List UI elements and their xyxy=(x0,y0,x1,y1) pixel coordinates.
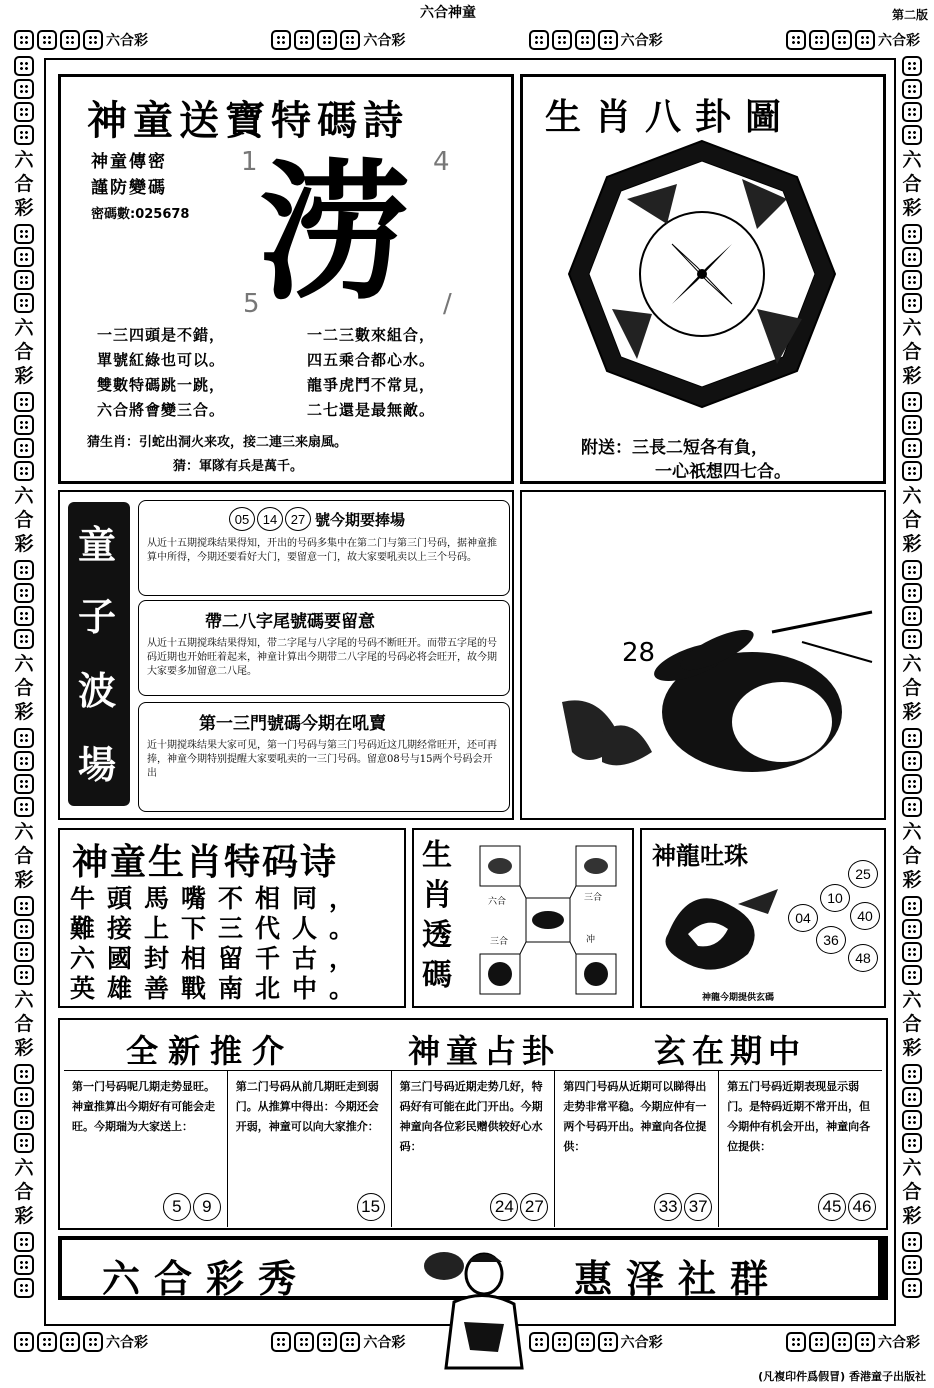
dice-icon xyxy=(14,270,34,290)
dice-icon xyxy=(14,751,34,771)
code-label: 密碼數:025678 xyxy=(91,207,190,222)
secret-line-2: 謹防變碼 xyxy=(91,178,167,198)
verse: 單號紅綠也可以。 xyxy=(97,351,226,369)
verse: 一三四頭是不錯， xyxy=(97,326,226,344)
dice-icon xyxy=(14,1255,34,1275)
dragon-ball: 40 xyxy=(850,902,880,930)
banner-right: 惠泽社群 xyxy=(574,1256,783,1301)
div-text: 第五门号码近期表现显示弱门。是特码近期不常开出，但今期仲有机会开出，神童向各位提供： xyxy=(727,1080,871,1153)
verses-left xyxy=(97,323,225,423)
dice-icon xyxy=(902,1255,922,1275)
dice-icon xyxy=(575,1332,595,1352)
dice-icon xyxy=(60,30,80,50)
zodiac-poem-lines xyxy=(70,884,366,1004)
verse: 龍爭虎鬥不常見， xyxy=(307,376,436,394)
border-word: 六合彩 xyxy=(620,1335,663,1351)
dice-icon xyxy=(902,797,922,817)
wave-title-char: 場 xyxy=(78,742,117,787)
dice-icon xyxy=(271,1332,291,1352)
tc-diagram xyxy=(476,842,626,1002)
poem-block xyxy=(58,74,514,484)
border-group xyxy=(786,30,920,50)
div-text: 第二门号码从前几期旺走到弱门。从推算中得出：今期还会开弱，神童可以向大家推介： xyxy=(235,1080,379,1133)
dice-icon xyxy=(83,1332,103,1352)
wave-text: 近十期搅珠结果大家可见，第一门号码与第三门号码近这几期经常旺开，还可再捧，神童今期特别提醒大家要吼卖的一三门号码。留意08号与15两个号码会开出 xyxy=(147,740,497,779)
dice-icon xyxy=(14,919,34,939)
wave-item-2 xyxy=(138,600,510,696)
wave-numbers xyxy=(229,507,311,531)
tc-label-tr: 三合 xyxy=(584,893,603,903)
wave-text: 从近十五期搅珠结果得知，开出的号码多集中在第二门与第三门号码，据神童推算中所得，今期还要看好大门，要留意一门，故大家要吼卖以上三个号码。 xyxy=(147,538,497,563)
dice-icon xyxy=(14,606,34,626)
border-word: 六合彩 xyxy=(106,1335,148,1351)
dice-icon xyxy=(575,30,595,50)
dragon-ball: 25 xyxy=(848,860,878,888)
dice-icon xyxy=(14,125,34,145)
verse: 一二三數來組合， xyxy=(307,326,436,344)
border-word: 六合彩 xyxy=(877,33,920,49)
number-ball: 45 xyxy=(818,1193,846,1221)
dragon-title: 神龍吐珠 xyxy=(652,841,748,870)
tc-title-char: 生 xyxy=(422,838,452,873)
dice-icon xyxy=(14,560,34,580)
dice-icon xyxy=(552,30,572,50)
dice-icon xyxy=(902,751,922,771)
digit-4: 4 xyxy=(433,147,450,177)
dice-icon xyxy=(14,965,34,985)
verse: 雙數特碼跳一跳， xyxy=(97,376,226,394)
border-group xyxy=(14,1332,148,1352)
poem-line: 六國封相留千古， xyxy=(70,944,367,973)
dice-icon xyxy=(14,79,34,99)
dice-icon xyxy=(902,942,922,962)
dice-icon xyxy=(786,30,806,50)
dice-icon xyxy=(317,30,337,50)
dice-icon xyxy=(14,629,34,649)
right-border xyxy=(898,56,928,1326)
dice-icon xyxy=(340,30,360,50)
dice-icon xyxy=(14,896,34,916)
bagua-title: 生肖八卦圖 xyxy=(545,96,796,138)
dice-icon xyxy=(14,1087,34,1107)
dice-icon xyxy=(902,1278,922,1298)
dice-icon xyxy=(902,293,922,313)
gift-line-2: 一心祇想四七合。 xyxy=(655,462,791,482)
wave-title-char: 子 xyxy=(78,594,117,639)
border-vertical-word: 六 合 彩 xyxy=(902,317,922,387)
digit-5: 5 xyxy=(243,289,260,319)
div-text: 第四门号码从近期可以睇得出走势非常平稳。今期应仲有一两个号码开出。神童向各位提供： xyxy=(563,1080,707,1153)
div-column xyxy=(555,1071,719,1227)
guess-line-2: 猜：軍隊有兵是萬千。 xyxy=(173,459,304,474)
poem-line: 牛頭馬嘴不相同， xyxy=(70,884,367,913)
border-vertical-word: 六 合 彩 xyxy=(902,1157,922,1227)
dice-icon xyxy=(902,629,922,649)
bagua-block xyxy=(520,74,886,484)
number-ball: 27 xyxy=(520,1193,548,1221)
dice-icon xyxy=(809,1332,829,1352)
border-vertical-word: 六 合 彩 xyxy=(902,149,922,219)
border-vertical-word: 六 合 彩 xyxy=(14,149,34,219)
border-vertical-word: 六 合 彩 xyxy=(902,821,922,891)
dice-icon xyxy=(832,1332,852,1352)
border-word: 六合彩 xyxy=(106,33,148,49)
dice-icon xyxy=(529,30,549,50)
div-column xyxy=(719,1071,882,1227)
wave-title-bar xyxy=(68,502,130,806)
zodiac-poem-block xyxy=(58,828,406,1008)
number-ball: 9 xyxy=(193,1193,221,1221)
number-ball: 15 xyxy=(357,1193,385,1221)
dice-icon xyxy=(14,1110,34,1130)
div-numbers xyxy=(818,1193,876,1221)
dice-icon xyxy=(14,102,34,122)
dice-icon xyxy=(809,30,829,50)
dice-icon xyxy=(14,728,34,748)
number-ball: 27 xyxy=(285,507,311,531)
dice-icon xyxy=(902,1110,922,1130)
zodiac-poem-title: 神童生肖特码诗 xyxy=(72,841,339,883)
tc-label-tl: 六合 xyxy=(488,897,507,907)
dice-icon xyxy=(14,56,34,76)
dice-icon xyxy=(14,583,34,603)
div-text: 第一门号码呢几期走势显旺。神童推算出今期好有可能会走旺。今期瑞为大家送上： xyxy=(72,1080,215,1133)
border-vertical-word: 六 合 彩 xyxy=(902,485,922,555)
div-column xyxy=(392,1071,556,1227)
edition-label: 第二版 xyxy=(891,8,928,22)
border-group xyxy=(14,30,148,50)
div-column xyxy=(228,1071,392,1227)
left-border xyxy=(10,56,40,1326)
rabbit-illustration xyxy=(542,602,882,812)
number-ball: 5 xyxy=(163,1193,191,1221)
dragon-ball: 04 xyxy=(788,904,818,932)
big-character: 涝 xyxy=(259,147,410,321)
dice-icon xyxy=(14,1064,34,1084)
dice-icon xyxy=(14,1232,34,1252)
dice-icon xyxy=(902,1133,922,1153)
rabbit-number: 28 xyxy=(622,638,656,668)
dice-icon xyxy=(271,30,291,50)
number-ball: 24 xyxy=(490,1193,518,1221)
dice-icon xyxy=(14,415,34,435)
border-word: 六合彩 xyxy=(363,1335,406,1351)
header-title: 六合神童 xyxy=(420,5,476,21)
dice-icon xyxy=(552,1332,572,1352)
dice-icon xyxy=(14,1133,34,1153)
dice-icon xyxy=(902,270,922,290)
dice-icon xyxy=(14,797,34,817)
verse: 二七還是最無敵。 xyxy=(307,401,436,419)
div-columns xyxy=(64,1070,882,1227)
dice-icon xyxy=(902,965,922,985)
wave-heading: 第一三門號碼今期在吼賣 xyxy=(199,714,386,734)
verses-right xyxy=(307,323,435,423)
dice-icon xyxy=(902,896,922,916)
border-word: 六合彩 xyxy=(363,33,406,49)
border-vertical-word: 六 合 彩 xyxy=(902,989,922,1059)
verse: 四五乘合都心水。 xyxy=(307,351,436,369)
dice-icon xyxy=(14,392,34,412)
dice-icon xyxy=(14,438,34,458)
dice-icon xyxy=(14,293,34,313)
border-group xyxy=(786,1332,920,1352)
dice-icon xyxy=(902,560,922,580)
footer-note: (凡複印件爲假冒) 香港童子出版社 xyxy=(758,1370,926,1383)
border-vertical-word: 六 合 彩 xyxy=(14,1157,34,1227)
rabbit-block xyxy=(520,490,886,820)
div-column xyxy=(64,1071,228,1227)
dice-icon xyxy=(14,461,34,481)
dragon-illustration xyxy=(648,874,798,984)
dice-icon xyxy=(902,606,922,626)
dice-icon xyxy=(902,583,922,603)
dragon-ball: 48 xyxy=(848,944,878,972)
top-border xyxy=(14,28,920,52)
tc-title xyxy=(422,836,452,996)
bagua-wheel xyxy=(567,139,837,409)
dice-icon xyxy=(14,30,34,50)
poem-line: 英雄善戰南北中。 xyxy=(70,974,367,1003)
immortal-figure xyxy=(418,1242,528,1370)
dice-icon xyxy=(902,461,922,481)
dice-icon xyxy=(902,1087,922,1107)
dice-icon xyxy=(902,56,922,76)
dragon-block xyxy=(640,828,886,1008)
dice-icon xyxy=(902,392,922,412)
dice-icon xyxy=(902,125,922,145)
border-group xyxy=(271,1332,405,1352)
wave-text: 从近十五期搅珠结果得知，带二字尾与八字尾的号码不断旺开。而带五字尾的号码近期也开始旺着起来，神童计算出今期带二八字尾的号码必将会旺开，故今期大家要多加留意二八尾。 xyxy=(147,638,497,677)
dice-icon xyxy=(832,30,852,50)
border-word: 六合彩 xyxy=(620,33,663,49)
dice-icon xyxy=(317,1332,337,1352)
div-numbers xyxy=(654,1193,712,1221)
dice-icon xyxy=(14,1278,34,1298)
dragon-ball: 10 xyxy=(820,884,850,912)
wave-title-char: 波 xyxy=(78,668,117,713)
dice-icon xyxy=(60,1332,80,1352)
dragon-caption: 神龍今期提供玄碼 xyxy=(702,993,775,1003)
poem-title: 神童送寶特碼詩 xyxy=(87,97,409,144)
banner-left: 六合彩秀 xyxy=(102,1256,311,1301)
border-group xyxy=(271,30,405,50)
border-vertical-word: 六 合 彩 xyxy=(14,989,34,1059)
dice-icon xyxy=(598,30,618,50)
number-ball: 14 xyxy=(257,507,283,531)
div-title-1: 全新推介 xyxy=(126,1032,295,1070)
dice-icon xyxy=(902,247,922,267)
border-vertical-word: 六 合 彩 xyxy=(14,317,34,387)
dice-icon xyxy=(902,919,922,939)
div-text: 第三门号码近期走势几好，特码好有可能在此门开出。今期神童向各位彩民赠供较好心水码： xyxy=(399,1080,543,1153)
number-ball: 46 xyxy=(848,1193,876,1221)
dice-icon xyxy=(14,1332,34,1352)
tc-label-bl: 三合 xyxy=(490,937,509,947)
border-word: 六合彩 xyxy=(877,1335,920,1351)
tc-title-char: 碼 xyxy=(422,958,452,993)
dice-icon xyxy=(902,79,922,99)
dice-icon xyxy=(529,1332,549,1352)
transparent-code-block xyxy=(412,828,634,1008)
border-vertical-word: 六 合 彩 xyxy=(14,821,34,891)
dice-icon xyxy=(902,438,922,458)
divination-block xyxy=(58,1018,888,1230)
secret-line-1: 神童傳密 xyxy=(91,152,167,172)
dice-icon xyxy=(902,415,922,435)
dice-icon xyxy=(83,30,103,50)
digit-slash: / xyxy=(443,289,452,319)
dice-icon xyxy=(902,728,922,748)
dice-icon xyxy=(902,1232,922,1252)
dice-icon xyxy=(37,1332,57,1352)
dice-icon xyxy=(294,30,314,50)
digit-1: 1 xyxy=(241,147,258,177)
dice-icon xyxy=(855,30,875,50)
div-numbers xyxy=(490,1193,548,1221)
border-vertical-word: 六 合 彩 xyxy=(902,653,922,723)
border-group xyxy=(529,1332,663,1352)
border-vertical-word: 六 合 彩 xyxy=(14,485,34,555)
div-numbers xyxy=(163,1193,221,1221)
dice-icon xyxy=(902,102,922,122)
dice-icon xyxy=(902,774,922,794)
border-vertical-word: 六 合 彩 xyxy=(14,653,34,723)
wave-heading: 帶二八字尾號碼要留意 xyxy=(205,612,375,632)
guess-line-1: 猜生肖：引蛇出洞火来攻，接二連三来扇風。 xyxy=(87,435,348,450)
poem-line: 難接上下三代人。 xyxy=(70,914,367,943)
wave-heading: 號今期要捧場 xyxy=(315,511,406,529)
wave-title-char: 童 xyxy=(78,522,117,567)
dice-icon xyxy=(14,774,34,794)
verse: 六合將會變三合。 xyxy=(97,401,226,419)
tc-label-br: 冲 xyxy=(586,935,596,945)
dice-icon xyxy=(37,30,57,50)
dice-icon xyxy=(902,1064,922,1084)
div-title-3: 玄在期中 xyxy=(654,1032,807,1070)
number-ball: 33 xyxy=(654,1193,682,1221)
dice-icon xyxy=(855,1332,875,1352)
number-ball: 05 xyxy=(229,507,255,531)
dice-icon xyxy=(14,247,34,267)
border-group xyxy=(529,30,663,50)
tc-title-char: 透 xyxy=(422,918,452,953)
number-ball: 37 xyxy=(684,1193,712,1221)
tc-title-char: 肖 xyxy=(422,878,452,913)
dice-icon xyxy=(14,942,34,962)
dice-icon xyxy=(340,1332,360,1352)
wave-item-3 xyxy=(138,702,510,812)
dragon-ball: 36 xyxy=(816,926,846,954)
div-numbers xyxy=(357,1193,385,1221)
div-title-2: 神童占卦 xyxy=(408,1032,561,1070)
dice-icon xyxy=(598,1332,618,1352)
dice-icon xyxy=(14,224,34,244)
wave-block xyxy=(58,490,514,820)
wave-item-1 xyxy=(138,500,510,596)
gift-line-1: 附送：三長二短各有負， xyxy=(581,438,768,458)
dice-icon xyxy=(786,1332,806,1352)
dice-icon xyxy=(902,224,922,244)
dice-icon xyxy=(294,1332,314,1352)
